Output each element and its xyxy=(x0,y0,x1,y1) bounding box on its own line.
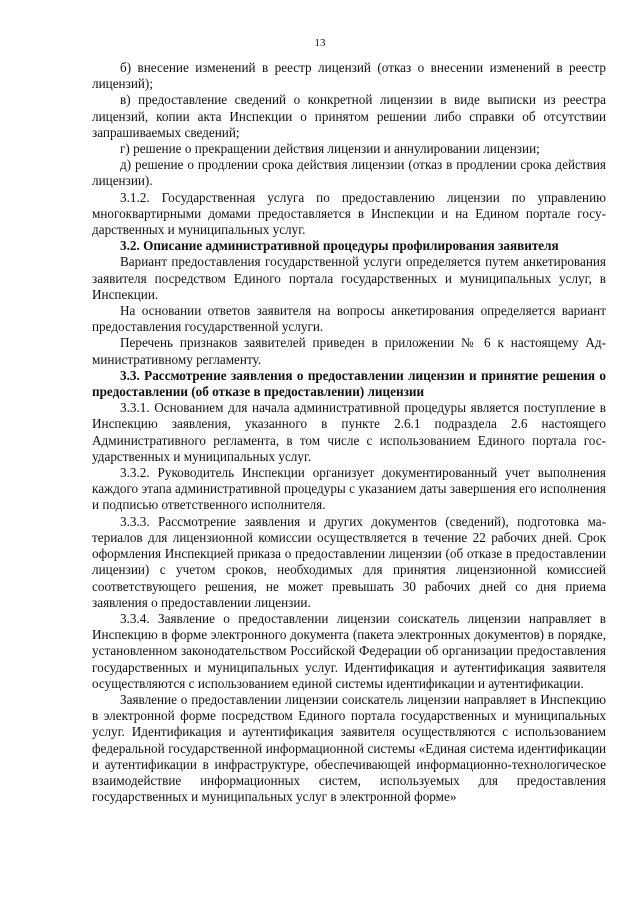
paragraph: г) решение о прекращении действия лицензии и аннулировании лицензии; xyxy=(120,141,540,157)
paragraph: 3.3.4. Заявление о предоставлении лицензии соискатель лицензии направляет в Инспекцию в форме электронного документа (пакета электронных документов) в порядке, установленном законодательством Российской Федерации об организации предоставления государственных и муниципальных услуг. Идентификация и аутентификация заявителя осуществляются с использованием единой системы идентификации и аутентификации. xyxy=(92,610,606,691)
paragraph: Перечень признаков заявителей приведен в приложении № 6 к настоящему Административному регламенту. xyxy=(92,335,606,367)
paragraph: в) предоставление сведений о конкретной лицензии в виде выписки из реестра лицензий, копии акта Инспекции о принятом решении либо справки об отсутствии запрашиваемых сведений; xyxy=(92,92,606,140)
paragraph: 3.3.3. Рассмотрение заявления и других документов (сведений), подготовка материалов для лицензионной комиссии осуществляется в течение 22 рабочих дней. Срок оформления Инспекцией приказа о предоставлении лицензии (об отказе в предоставлении лицензии) с учетом сроков, необходимых для принятия лицензионной комиссией соответствующего решения, не может превышать 30 рабочих дней со дня приема заявления о предоставлении лицензии. xyxy=(92,513,606,610)
section-heading: 3.2. Описание административной процедуры профилирования заявителя xyxy=(120,238,559,254)
paragraph: 3.3.2. Руководитель Инспекции организует документированный учет выполнения каждого этапа административной процедуры с указанием даты завершения его исполнения и подписью ответственного исполнителя. xyxy=(92,465,606,513)
paragraph: 3.1.2. Государственная услуга по предоставлению лицензии по управлению многоквартирными домами предоставляется в Инспекции и на Едином портале государственных и муниципальных услуг. xyxy=(92,189,606,238)
paragraph: б) внесение изменений в реестр лицензий (отказ о внесении изменений в реестр лицензий); xyxy=(92,60,606,92)
document-body xyxy=(92,60,606,805)
paragraph: 3.3.1. Основанием для начала административной процедуры является поступление в Инспекцию заявления, указанного в пункте 2.6.1 подраздела 2.6 настоящего Административного регламента, в том числе с использованием Единого портала государственных и муниципальных услуг. xyxy=(92,400,606,464)
page-number: 13 xyxy=(314,37,326,49)
paragraph: На основании ответов заявителя на вопросы анкетирования определяется вариант предоставления государственной услуги. xyxy=(92,303,606,335)
section-heading: 3.3. Рассмотрение заявления о предоставлении лицензии и принятие решения о предоставлении (об отказе в предоставлении) лицензии xyxy=(92,367,606,400)
paragraph: д) решение о продлении срока действия лицензии (отказ в продлении срока действия лицензии). xyxy=(92,157,606,189)
paragraph: Заявление о предоставлении лицензии соискатель лицензии направляет в Инспекцию в электронной форме посредством Единого портала государственных и муниципальных услуг. Идентификация и аутентификация заявителя осуществляются с использованием федеральной государственной информационной системы «Единая система идентификации и аутентификации в инфраструктуре, обеспечивающей информационно-технологическое взаимодействие информационных систем, используемых для предоставления государственных и муниципальных услуг в электронной форме» xyxy=(92,691,606,805)
paragraph: Вариант предоставления государственной услуги определяется путем анкетирования заявителя посредством Единого портала государственных и муниципальных услуг, в Инспекции. xyxy=(92,254,606,302)
